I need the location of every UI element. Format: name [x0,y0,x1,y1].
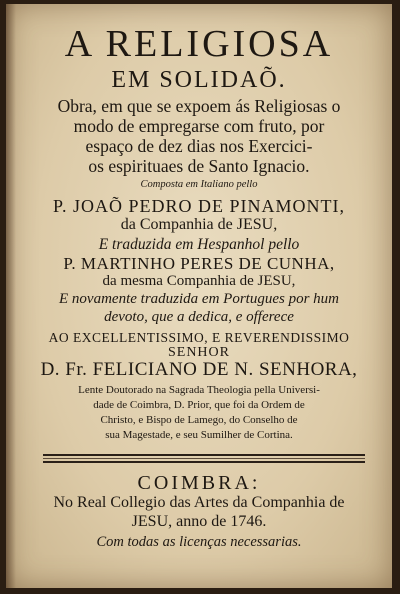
dedicatee-description-3: Christo, e Bispo de Lamego, do Conselho de [100,414,298,426]
title-page [6,4,392,588]
subtitle-line-2: modo de empregarse com fruto, por [73,116,325,136]
double-rule-divider [43,454,365,463]
author-name: P. JOAÕ PEDRO DE PINAMONTI, [52,196,346,216]
dedicatee-description-4: sua Magestade, e seu Sumilher de Cortina. [105,429,293,441]
dedicatee-description-1: Lente Doutorado na Sagrada Theologia pella Universi- [78,384,320,396]
dedication-line-1: AO EXCELLENTISSIMO, E REVERENDISSIMO [48,330,350,345]
imprint-line-2: JESU, anno de 1746. [131,513,267,530]
imprint-line-1: No Real Collegio das Artes da Companhia de [53,494,345,511]
dedicatee-description-2: dade de Coimbra, D. Prior, que foi da Ordem de [93,399,305,411]
author-company: da Companhia de JESU, [120,216,278,233]
dedication-line-2: SENHOR [167,345,230,360]
main-title: A RELIGIOSA [64,23,334,65]
imprint-city: COIMBRA: [137,472,261,494]
subtitle-line-1: Obra, em que se expoem ás Religiosas o [57,96,341,116]
main-title-line2: EM SOLIDAÕ. [111,67,287,93]
new-translation-line-1: E novamente traduzida em Portugues por hum [59,291,339,307]
licences-note: Com todas as licenças necessarias. [96,534,302,550]
translator-name: P. MARTINHO PERES DE CUNHA, [63,254,335,273]
dedicatee-name: D. Fr. FELICIANO DE N. SENHORA, [40,359,358,380]
translator-company: da mesma Companhia de JESU, [102,273,296,289]
new-translation-line-2: devoto, que a dedica, e offerece [104,309,294,325]
subtitle-line-3: espaço de dez dias nos Exercici- [85,136,313,156]
subtitle-line-4: os espirituaes de Santo Ignacio. [88,156,310,176]
composed-note: Composta em Italiano pello [140,179,258,190]
translation-note: E traduzida em Hespanhol pello [98,236,300,253]
